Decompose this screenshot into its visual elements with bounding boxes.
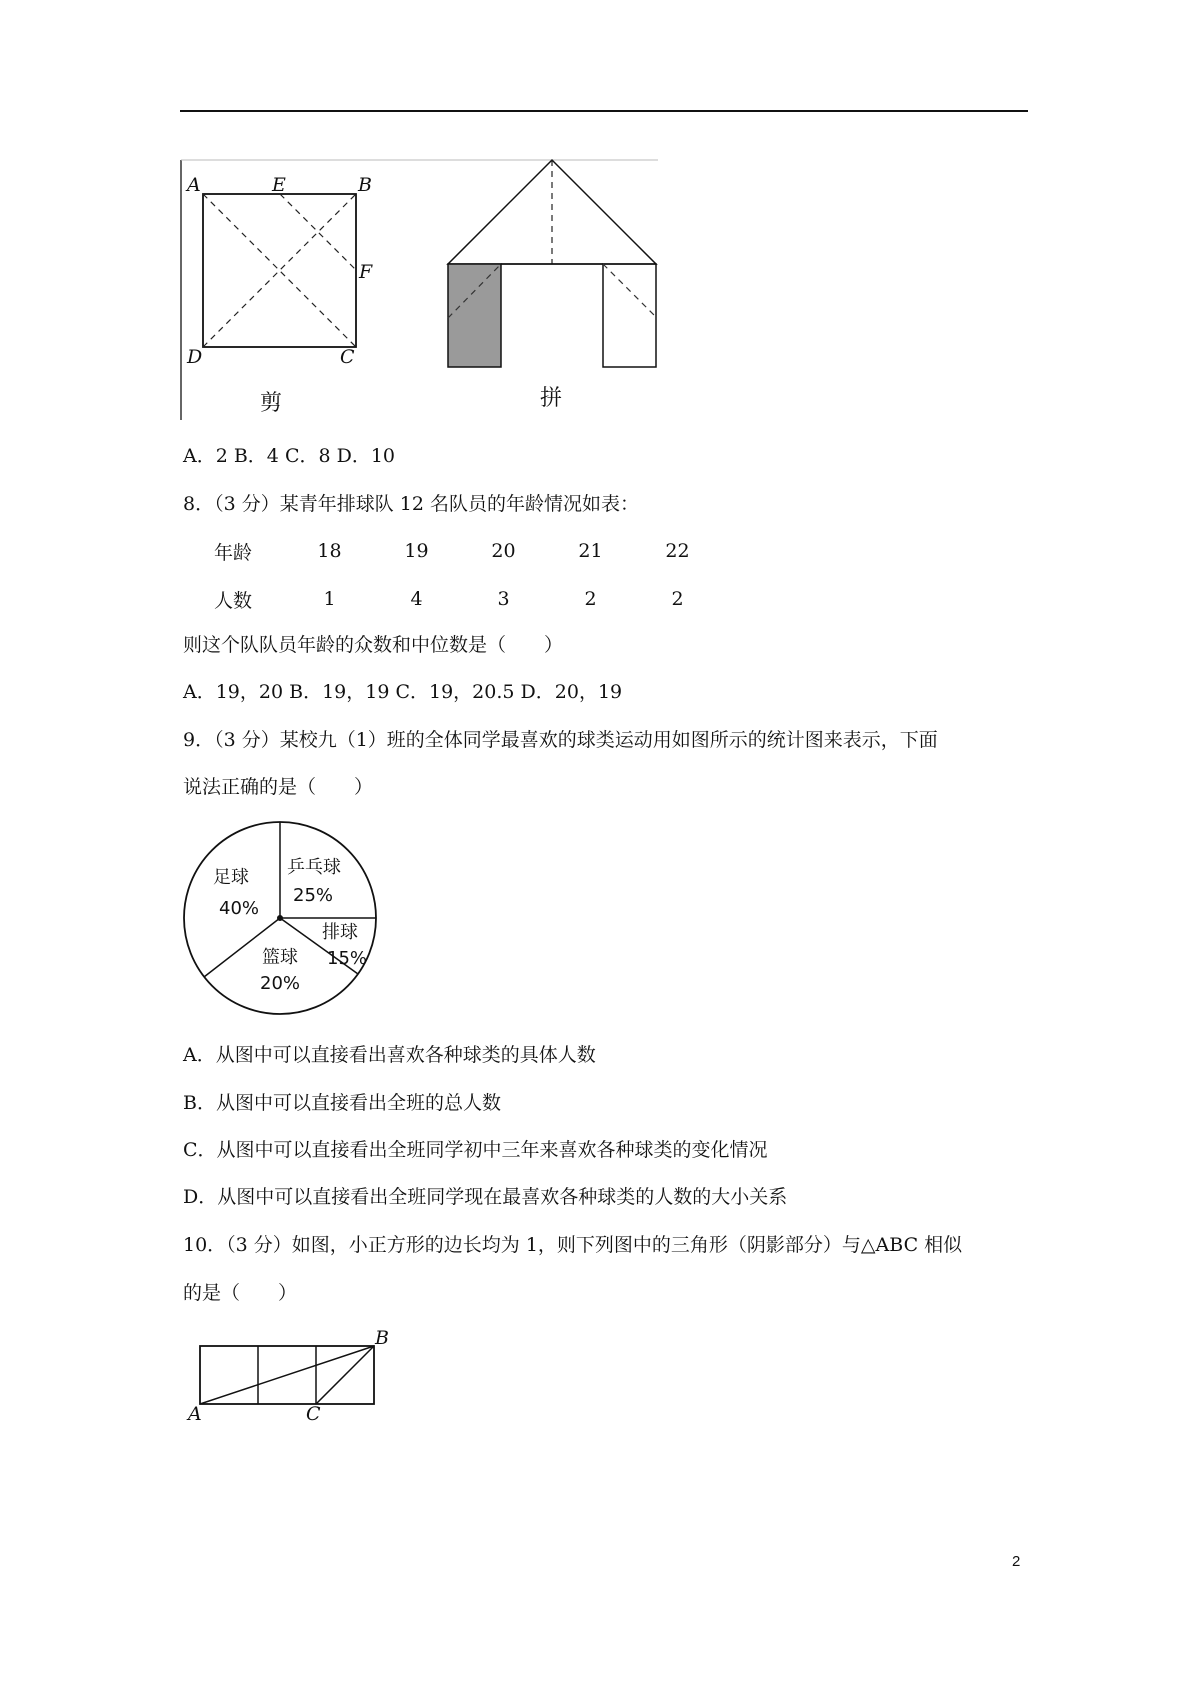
- q9-option-b: B．从图中可以直接看出全班的总人数: [183, 1092, 501, 1114]
- q7-cut-assemble-figure: [180, 158, 660, 420]
- table-cell: 18: [317, 540, 342, 562]
- table-cell: 4: [410, 588, 423, 610]
- row-header: 年龄: [214, 541, 253, 564]
- table-row: [214, 527, 721, 575]
- caption-cut: 剪: [260, 391, 283, 416]
- page-number: 2: [1012, 1553, 1021, 1570]
- segment-ab: [200, 1346, 374, 1404]
- label-c: C: [306, 1403, 321, 1422]
- q9-stem-line1: 9．（3 分）某校九（1）班的全体同学最喜欢的球类运动用如图所示的统计图来表示，下面: [183, 729, 938, 751]
- table-cell: 22: [665, 540, 690, 562]
- q10-stem-line1: 10．（3 分）如图，小正方形的边长均为 1，则下列图中的三角形（阴影部分）与△ABC 相似: [183, 1234, 963, 1256]
- label-e: E: [272, 174, 286, 196]
- pie-pct-football: 40%: [219, 898, 260, 919]
- segment-bc: [316, 1346, 374, 1404]
- pie-label-basketball: 篮球: [262, 947, 298, 968]
- q10-triangle-figure: [180, 1322, 400, 1422]
- q10-stem-line2: 的是（ ）: [183, 1282, 298, 1304]
- q9-option-a: A．从图中可以直接看出喜欢各种球类的具体人数: [183, 1044, 596, 1066]
- q7-options: A．2 B．4 C．8 D．10: [183, 445, 396, 467]
- caption-assemble: 拼: [540, 386, 563, 411]
- table-cell: 1: [323, 588, 336, 610]
- q9-option-c: C．从图中可以直接看出全班同学初中三年来喜欢各种球类的变化情况: [183, 1139, 768, 1161]
- q9-stem-line2: 说法正确的是（ ）: [183, 776, 374, 798]
- header-rule: [180, 110, 1028, 112]
- table-cell: 21: [578, 540, 603, 562]
- label-b: B: [358, 174, 372, 196]
- label-c: C: [340, 346, 355, 368]
- label-a: A: [188, 1403, 202, 1422]
- table-cell: 2: [584, 588, 597, 610]
- q8-options: A．19，20 B．19，19 C．19，20.5 D．20，19: [183, 681, 623, 703]
- table-cell: 2: [671, 588, 684, 610]
- pie-pct-basketball: 20%: [260, 973, 301, 994]
- q8-question: 则这个队队员年龄的众数和中位数是（ ）: [183, 634, 564, 656]
- table-cell: 19: [404, 540, 429, 562]
- table-row: [214, 575, 721, 623]
- pie-label-pingpong: 乒乓球: [287, 857, 341, 878]
- label-d: D: [187, 346, 203, 368]
- pie-pct-volleyball: 15%: [327, 948, 368, 969]
- label-f: F: [359, 261, 373, 283]
- label-b: B: [375, 1327, 389, 1349]
- table-cell: 20: [491, 540, 516, 562]
- pie-label-football: 足球: [213, 867, 249, 888]
- q9-option-d: D．从图中可以直接看出全班同学现在最喜欢各种球类的人数的大小关系: [183, 1186, 788, 1208]
- row-header: 人数: [214, 589, 253, 612]
- shaded-leg: [448, 264, 501, 367]
- q8-stem: 8．（3 分）某青年排球队 12 名队员的年龄情况如表：: [183, 493, 639, 515]
- table-cell: 3: [497, 588, 510, 610]
- label-a: A: [187, 174, 201, 196]
- age-table: [214, 527, 721, 623]
- square-abcd: [203, 194, 356, 347]
- white-leg: [603, 264, 656, 367]
- pie-pct-pingpong: 25%: [293, 885, 334, 906]
- pie-label-volleyball: 排球: [322, 922, 358, 943]
- q9-pie-chart: [180, 818, 380, 1018]
